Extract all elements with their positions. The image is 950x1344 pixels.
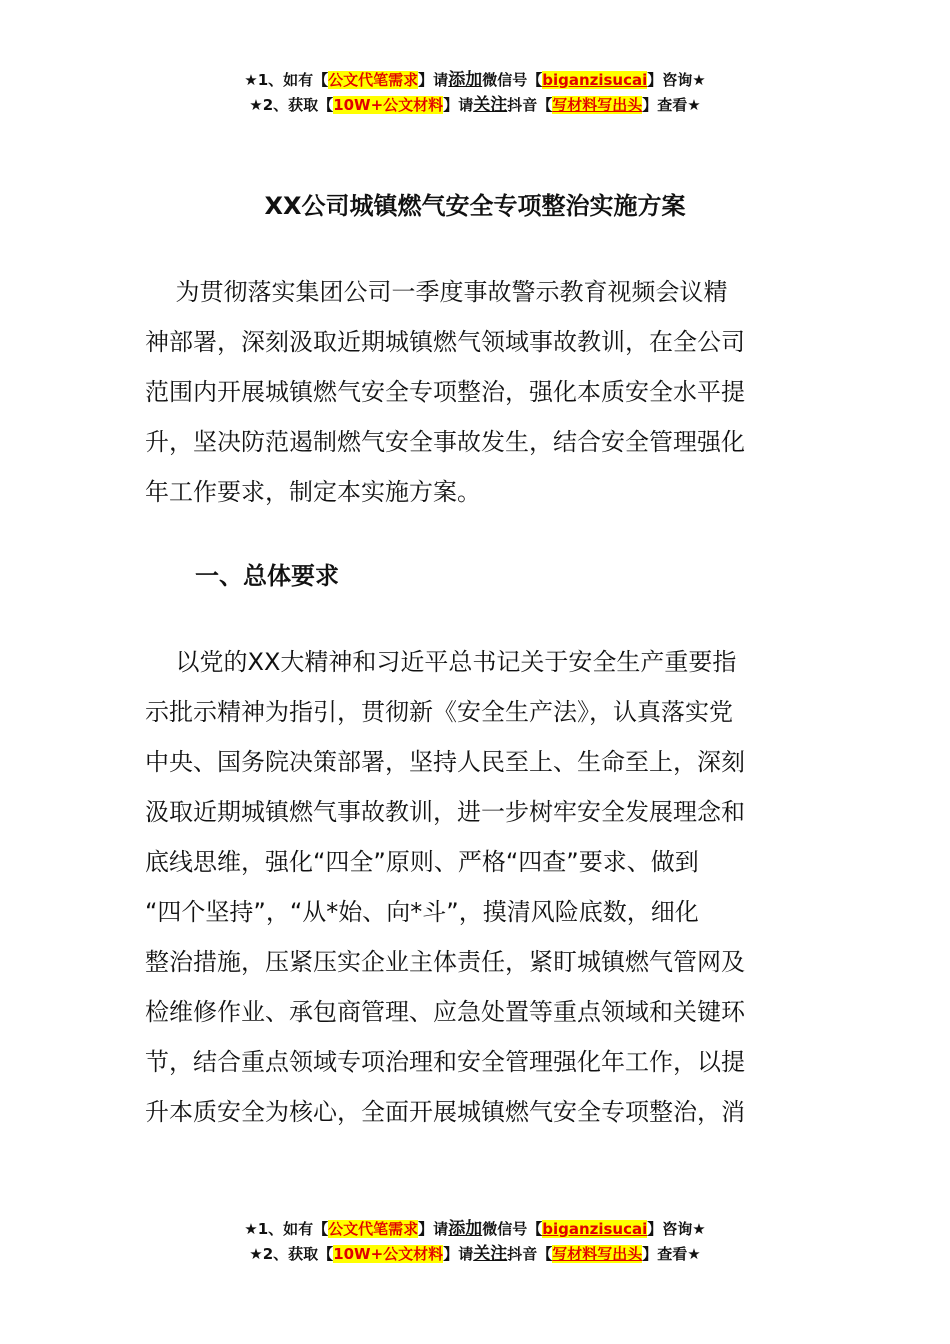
text: 添加 [448,1219,483,1239]
line: 底线思维，强化“四全”原则、严格“四查”要求、做到 [145,848,699,876]
text: 】查看★ [642,96,701,114]
highlight: 10W+公文材料 [333,96,444,114]
line: 升本质安全为核心，全面开展城镇燃气安全专项整治，消 [145,1098,745,1126]
line: 以党的XX大精神和习近平总书记关于安全生产重要指 [145,648,737,676]
text: 微信号【 [482,71,543,89]
text: 抖音【 [507,1245,553,1263]
line: 节，结合重点领域专项治理和安全管理强化年工作，以提 [145,1048,745,1076]
line: 升，坚决防范遏制燃气安全事故发生，结合安全管理强化 [145,428,745,456]
highlight: 写材料写出头 [552,96,643,114]
line: 神部署，深刻汲取近期城镇燃气领域事故教训，在全公司 [145,328,745,356]
line: 检维修作业、承包商管理、应急处置等重点领域和关键环 [145,998,745,1026]
intro-paragraph [145,267,745,517]
text: 】请 [418,1220,449,1238]
line: 中央、国务院决策部署，坚持人民至上、生命至上，深刻 [145,748,745,776]
text: 】咨询★ [647,1220,706,1238]
text: ★1、如有【 [244,1220,329,1238]
text: 关注 [473,95,508,115]
text: 添加 [448,70,483,90]
text: ★1、如有【 [244,71,329,89]
promo-banner-bottom [0,1217,950,1267]
line: 汲取近期城镇燃气事故教训，进一步树牢安全发展理念和 [145,798,745,826]
text: 】请 [418,71,449,89]
text: ★2、获取【 [249,96,334,114]
section-paragraph [145,637,745,1137]
text: 微信号【 [482,1220,543,1238]
section-heading: 一、总体要求 [195,562,339,590]
highlight: 公文代笔需求 [328,1220,419,1238]
text: 】请 [443,96,474,114]
wechat-id: biganzisucai [542,1220,648,1238]
line: 整治措施，压紧压实企业主体责任，紧盯城镇燃气管网及 [145,948,745,976]
text: 】咨询★ [647,71,706,89]
highlight: 写材料写出头 [552,1245,643,1263]
promo-line-2 [0,1242,950,1267]
line: 为贯彻落实集团公司一季度事故警示教育视频会议精 [145,278,728,306]
text: 抖音【 [507,96,553,114]
text: 关注 [473,1244,508,1264]
highlight: 10W+公文材料 [333,1245,444,1263]
text: 】请 [443,1245,474,1263]
wechat-id: biganzisucai [542,71,648,89]
highlight: 公文代笔需求 [328,71,419,89]
promo-line-1 [0,1217,950,1242]
promo-banner-top [0,68,950,118]
text: ★2、获取【 [249,1245,334,1263]
promo-line-1 [0,68,950,93]
line: 范围内开展城镇燃气安全专项整治，强化本质安全水平提 [145,378,745,406]
promo-line-2 [0,93,950,118]
line: “四个坚持”，“从*始、向*斗”，摸清风险底数，细化 [145,898,699,926]
document-title: XX公司城镇燃气安全专项整治实施方案 [264,192,686,220]
line: 示批示精神为指引，贯彻新《安全生产法》，认真落实党 [145,698,733,726]
line: 年工作要求，制定本实施方案。 [145,478,481,506]
text: 】查看★ [642,1245,701,1263]
